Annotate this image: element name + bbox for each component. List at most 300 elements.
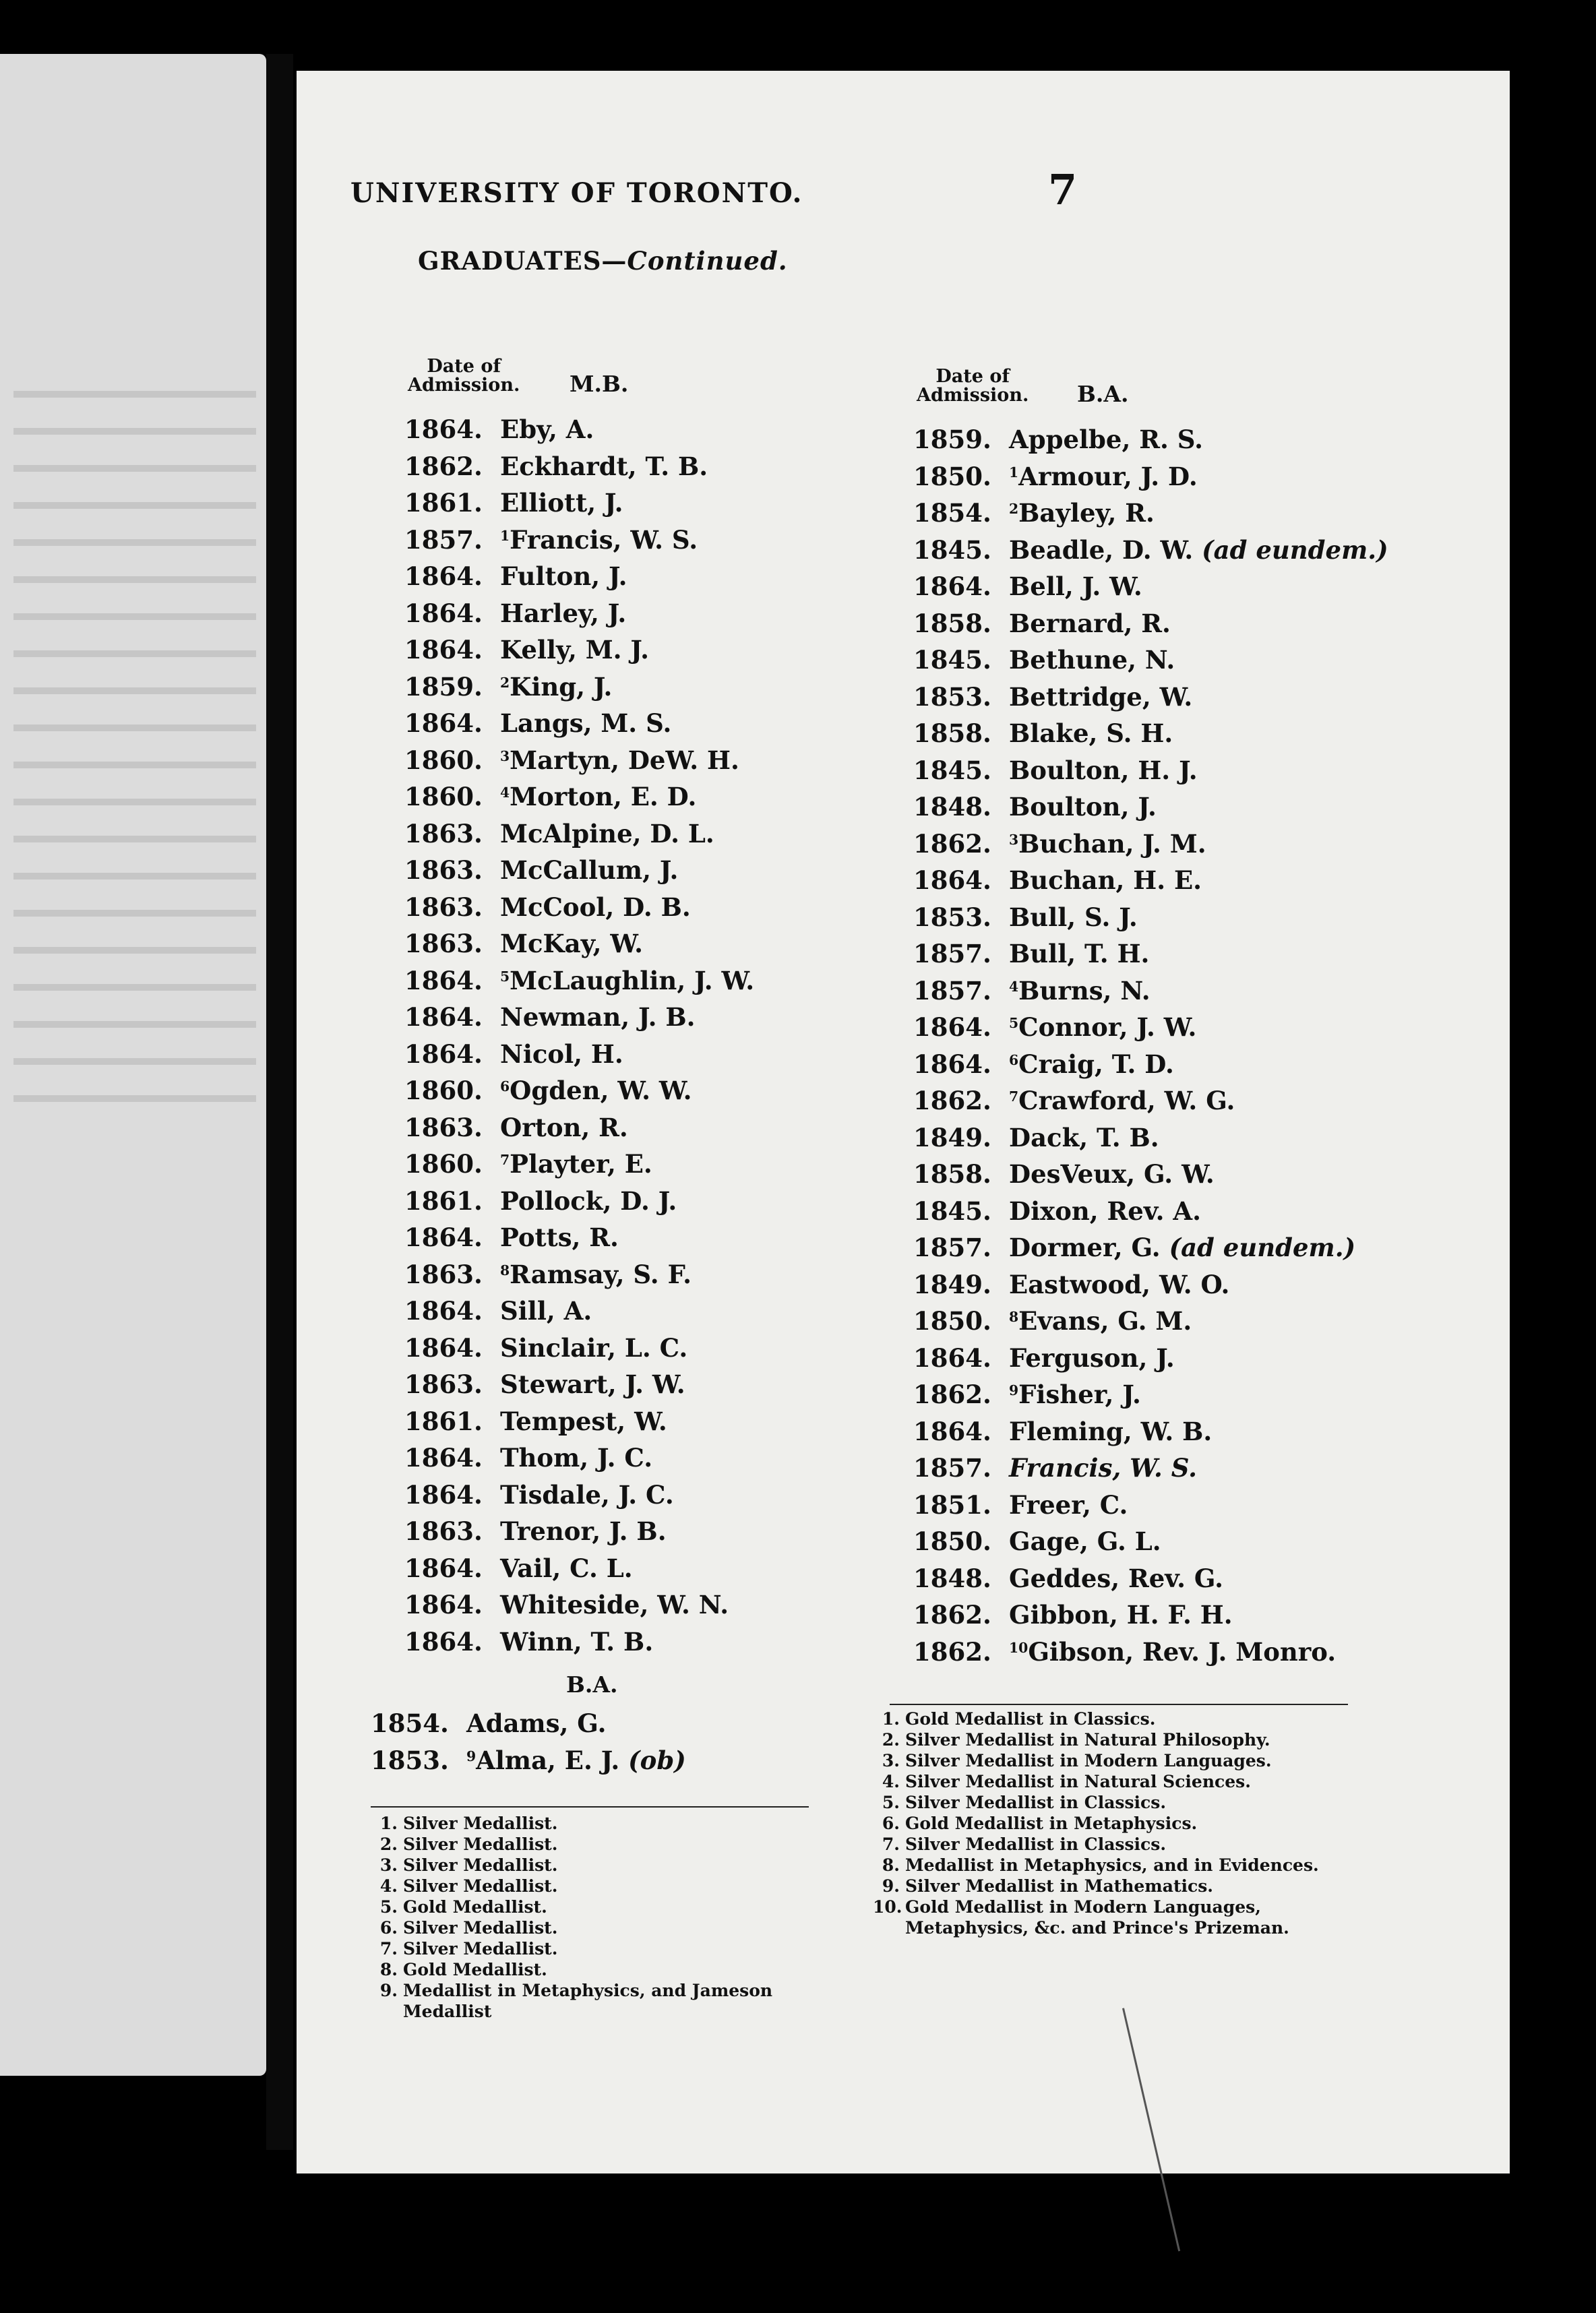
graduate-name [500, 1223, 619, 1252]
admission-year: 1859. [404, 671, 483, 702]
graduate-entry [404, 966, 754, 1003]
graduate-name-text: Buchan, J. M. [1018, 828, 1206, 859]
graduate-name-text: Bettridge, W. [1009, 681, 1193, 712]
admission-year: 1864. [404, 1626, 483, 1657]
graduate-name [1009, 1270, 1229, 1299]
running-header: UNIVERSITY OF TORONTO. [350, 177, 803, 209]
admission-year: 1845. [913, 645, 991, 675]
graduate-name-text: Ogden, W. W. [510, 1076, 692, 1105]
footnote-number: 1. [882, 1709, 900, 1729]
graduate-name-text: Playter, E. [510, 1149, 652, 1179]
facing-page-ghost-line [13, 650, 256, 657]
graduate-name [1009, 1159, 1215, 1189]
graduate-entry [913, 498, 1388, 535]
graduate-entry [913, 1086, 1388, 1123]
footnote-marker: 1 [1009, 464, 1019, 481]
graduate-entry [913, 1490, 1388, 1527]
admission-year: 1861. [404, 1406, 483, 1436]
admission-year: 1857. [404, 524, 483, 555]
admission-year: 1845. [913, 534, 991, 565]
admission-year: 1864. [913, 1416, 991, 1446]
graduate-name-text: Bell, J. W. [1009, 572, 1142, 601]
graduate-entry [913, 718, 1388, 755]
footnote [873, 1834, 1358, 1855]
left-degree-header: M.B. [570, 371, 629, 397]
graduate-name [500, 1296, 592, 1326]
graduate-name [500, 1369, 685, 1399]
graduate-name-text: Sinclair, L. C. [500, 1332, 688, 1363]
right-degree-header: B.A. [1077, 381, 1129, 407]
graduate-entry [404, 1260, 754, 1297]
admission-year: 1864. [404, 1296, 483, 1326]
graduate-name-text: Ramsay, S. F. [510, 1259, 692, 1289]
graduate-name [1009, 1196, 1201, 1226]
graduate-name-text: Dixon, Rev. A. [1009, 1196, 1201, 1226]
footnote-text: Gold Medallist. [403, 1897, 547, 1917]
admission-year: 1864. [913, 1012, 991, 1042]
facing-page-ghost-line [13, 1021, 256, 1028]
graduate-name [500, 1516, 667, 1546]
graduate-entry [404, 855, 754, 892]
graduate-entry [913, 865, 1388, 902]
footnote-number: 6. [882, 1814, 900, 1833]
graduate-name [500, 1186, 677, 1216]
footnote-marker: 7 [500, 1151, 510, 1168]
graduate-entry [404, 1369, 754, 1407]
graduate-name [1009, 645, 1175, 675]
footnote-text: Medallist in Metaphysics, and in Evidences. [905, 1855, 1319, 1875]
facing-page-ghost-line [13, 539, 256, 546]
graduate-name [1009, 1012, 1196, 1042]
footnote-text: Silver Medallist. [403, 1876, 558, 1896]
admission-year: 1850. [913, 1306, 991, 1336]
graduate-name [500, 892, 691, 922]
footnote-number: 2. [379, 1834, 398, 1854]
graduate-name-text: Buchan, H. E. [1009, 865, 1202, 895]
left-footnote-rule [371, 1806, 809, 1808]
graduate-name-text: Boulton, J. [1009, 792, 1157, 822]
facing-page-ghost-line [13, 836, 256, 842]
admission-year: 1863. [404, 1516, 483, 1546]
graduate-name [500, 488, 623, 518]
footnote-number: 4. [882, 1772, 900, 1791]
facing-page-ghost-line [13, 762, 256, 768]
footnote-marker: 6 [1009, 1051, 1019, 1068]
admission-year: 1864. [404, 708, 483, 738]
footnote-text: Gold Medallist. [403, 1960, 547, 1979]
graduate-name-text: Newman, J. B. [500, 1002, 696, 1032]
admission-year: 1863. [404, 1112, 483, 1142]
footnote-text: Silver Medallist. [403, 1814, 558, 1833]
graduate-name-text: Francis, W. S. [1009, 1453, 1197, 1483]
graduate-name [1009, 902, 1138, 932]
admission-year: 1862. [913, 1600, 991, 1630]
graduate-name [1009, 572, 1142, 601]
facing-page-ghost-line [13, 1095, 256, 1102]
admission-year: 1864. [404, 1590, 483, 1620]
graduate-entry [404, 1333, 754, 1370]
graduate-entry [913, 1600, 1388, 1637]
footnote-marker: 5 [500, 968, 510, 985]
graduate-name [1009, 1564, 1223, 1593]
graduate-name [1009, 1526, 1161, 1556]
footnote-text: Silver Medallist in Classics. [905, 1793, 1167, 1812]
footnote-text: Silver Medallist. [403, 1939, 558, 1959]
footnote [371, 1938, 829, 1959]
left-date-header-line2: Admission. [408, 375, 520, 396]
admission-year: 1862. [913, 1086, 991, 1115]
graduate-name-text: Fleming, W. B. [1009, 1416, 1213, 1446]
graduate-entry [371, 1708, 686, 1746]
admission-year: 1864. [404, 1443, 483, 1473]
facing-page-ghost-line [13, 910, 256, 917]
graduate-entry [404, 1296, 754, 1333]
graduate-name-text: Dack, T. B. [1009, 1122, 1159, 1152]
facing-page-ghost-line [13, 576, 256, 583]
graduate-entry [913, 792, 1388, 829]
graduate-entry [913, 462, 1388, 499]
graduate-name [500, 1443, 652, 1473]
admission-year: 1864. [913, 1343, 991, 1373]
left-sub-entry-list [371, 1708, 686, 1782]
graduate-entry [404, 1553, 754, 1591]
graduate-name [500, 1407, 667, 1436]
graduate-entry [404, 1039, 754, 1076]
graduate-name-text: King, J. [510, 671, 613, 702]
graduate-name-text: Connor, J. W. [1018, 1012, 1197, 1042]
admission-year: 1858. [913, 608, 991, 638]
admission-year: 1862. [913, 828, 991, 859]
graduate-entry [404, 1113, 754, 1150]
graduate-name [500, 929, 643, 958]
admission-year: 1862. [913, 1636, 991, 1667]
graduate-name-text: McLaughlin, J. W. [510, 965, 755, 995]
graduate-name-text: Fulton, J. [500, 561, 627, 591]
graduate-entry [913, 1123, 1388, 1160]
graduate-name-text: Bethune, N. [1009, 645, 1175, 675]
footnote-number: 6. [379, 1918, 398, 1938]
graduate-entry [404, 598, 754, 636]
graduate-name [500, 1553, 633, 1583]
admission-year: 1860. [404, 745, 483, 775]
graduate-name-text: Beadle, D. W. [1009, 534, 1202, 565]
graduate-name-text: Elliott, J. [500, 488, 623, 518]
admission-year: 1864. [404, 1002, 483, 1032]
graduate-name [1009, 755, 1198, 785]
facing-page-ghost-line [13, 428, 256, 435]
admission-year: 1857. [913, 1233, 991, 1262]
graduate-entry [404, 1590, 754, 1627]
graduate-name-text: Orton, R. [500, 1112, 628, 1142]
graduate-name-text: McKay, W. [500, 929, 644, 958]
graduate-name [500, 672, 612, 702]
graduate-entry [913, 902, 1388, 939]
graduate-entry [913, 1526, 1388, 1564]
right-footnote-rule [890, 1704, 1348, 1705]
footnote [371, 1896, 829, 1917]
graduate-name [466, 1708, 606, 1738]
graduate-name-text: Gage, G. L. [1009, 1526, 1161, 1556]
graduate-name [500, 708, 671, 738]
footnote-marker: 6 [500, 1078, 510, 1094]
admission-year: 1850. [913, 461, 991, 491]
graduate-name [1009, 1343, 1175, 1373]
graduate-name [1009, 939, 1149, 968]
footnote-number: 9. [379, 1981, 398, 2000]
graduate-entry [913, 1417, 1388, 1454]
graduate-name-text: Blake, S. H. [1009, 718, 1173, 748]
graduate-entry [913, 976, 1388, 1013]
footnote-number: 3. [882, 1751, 900, 1770]
graduate-name-text: Evans, G. M. [1018, 1306, 1192, 1336]
admission-year: 1864. [913, 865, 991, 895]
facing-page-ghost-line [13, 687, 256, 694]
admission-year: 1860. [404, 1076, 483, 1105]
footnote-text: Silver Medallist. [403, 1918, 558, 1938]
footnote-number: 5. [379, 1897, 398, 1917]
graduate-name-text: Bayley, R. [1018, 498, 1155, 528]
admission-year: 1861. [404, 488, 483, 518]
graduate-entry [404, 929, 754, 966]
graduate-entry [404, 892, 754, 929]
facing-page-ghost-line [13, 799, 256, 805]
admission-year: 1861. [404, 1185, 483, 1216]
admission-year: 1858. [913, 1159, 991, 1189]
left-date-header [408, 357, 520, 395]
footnote-number: 10. [873, 1897, 902, 1917]
admission-year: 1849. [913, 1269, 991, 1299]
graduate-name [500, 1627, 653, 1657]
graduate-name-text: Bernard, R. [1009, 608, 1171, 638]
graduate-entry [404, 1149, 754, 1186]
right-date-header [917, 367, 1029, 405]
footnote-text: Medallist in Metaphysics, and Jameson Medallist [403, 1981, 773, 2021]
graduate-name-text: Geddes, Rev. G. [1009, 1563, 1224, 1593]
graduate-name [1009, 1600, 1233, 1630]
graduate-entry [404, 452, 754, 489]
footnote-number: 5. [882, 1793, 900, 1812]
graduate-name [1009, 865, 1202, 895]
graduate-entry [404, 488, 754, 525]
graduate-name [1009, 609, 1171, 638]
graduate-name [466, 1746, 686, 1775]
footnote-text: Gold Medallist in Classics. [905, 1709, 1156, 1729]
graduate-name [500, 819, 714, 849]
graduate-name-text: Dormer, G. [1009, 1233, 1169, 1262]
admission-year: 1854. [913, 498, 991, 528]
graduate-name [1009, 792, 1157, 822]
footnote-number: 1. [379, 1814, 398, 1833]
footnote-marker: 5 [1009, 1014, 1019, 1031]
graduate-name [1009, 1490, 1128, 1520]
footnote-text: Gold Medallist in Metaphysics. [905, 1814, 1198, 1833]
graduate-name [1009, 1637, 1336, 1667]
admission-year: 1864. [404, 1039, 483, 1069]
graduate-entry [404, 1516, 754, 1553]
graduate-entry [404, 708, 754, 745]
admission-year: 1864. [404, 1223, 483, 1252]
graduate-entry [913, 645, 1388, 682]
admission-year: 1863. [404, 855, 483, 885]
graduate-entry [371, 1746, 686, 1783]
section-title [418, 246, 788, 276]
graduate-name [1009, 1233, 1355, 1262]
footnote-text: Silver Medallist in Modern Languages. [905, 1751, 1272, 1770]
footnote [371, 1917, 829, 1938]
section-title-continued: Continued. [627, 246, 788, 276]
footnote-number: 8. [379, 1960, 398, 1979]
graduate-entry [913, 1306, 1388, 1343]
graduate-name [500, 1149, 652, 1179]
admission-year: 1864. [404, 1479, 483, 1510]
footnote [873, 1855, 1358, 1876]
graduate-name-text: Fisher, J. [1018, 1380, 1141, 1409]
admission-year: 1862. [913, 1380, 991, 1409]
graduate-name [500, 414, 594, 444]
graduate-name-text: McCallum, J. [500, 855, 679, 885]
graduate-entry [913, 1637, 1388, 1674]
graduate-name-text: McAlpine, D. L. [500, 818, 714, 849]
graduate-name-text: Martyn, DeW. H. [510, 745, 739, 775]
graduate-entry [404, 1223, 754, 1260]
graduate-name [1009, 1049, 1174, 1079]
footnote-number: 3. [379, 1855, 398, 1875]
admission-year: 1857. [913, 975, 991, 1006]
graduate-name-text: Vail, C. L. [500, 1553, 633, 1583]
book-gutter [266, 54, 293, 2150]
admission-year: 1863. [404, 929, 483, 958]
admission-year: 1851. [913, 1489, 991, 1520]
graduate-name [500, 1333, 687, 1363]
graduate-name-text: Adams, G. [466, 1708, 607, 1738]
graduate-name-text: Alma, E. J. [476, 1745, 629, 1775]
footnote [873, 1876, 1358, 1896]
graduate-entry [913, 1159, 1388, 1196]
graduate-name-text: Thom, J. C. [500, 1443, 653, 1473]
admission-year: 1857. [913, 1453, 991, 1483]
left-entry-list [404, 414, 754, 1663]
admission-year: 1845. [913, 755, 991, 785]
facing-page-ghost-line [13, 613, 256, 620]
graduate-name [500, 1260, 692, 1289]
graduate-entry [913, 572, 1388, 609]
graduate-name-text: Potts, R. [500, 1223, 619, 1252]
graduate-entry [913, 1343, 1388, 1380]
graduate-name [1009, 1123, 1159, 1152]
graduate-name [1009, 462, 1198, 491]
footnote-marker: 2 [500, 674, 510, 691]
graduate-name-text: Freer, C. [1009, 1489, 1128, 1520]
admission-year: 1860. [404, 782, 483, 811]
graduate-entry [913, 755, 1388, 793]
footnote-marker: 2 [1009, 500, 1019, 517]
graduate-name [500, 1113, 628, 1142]
admission-year: 1858. [913, 718, 991, 748]
graduate-name-text: Tempest, W. [500, 1406, 667, 1436]
admission-year: 1864. [913, 572, 991, 601]
graduate-name-text: Stewart, J. W. [500, 1369, 685, 1399]
footnote-marker: 4 [1009, 978, 1019, 995]
graduate-name [500, 1002, 696, 1032]
footnote-number: 4. [379, 1876, 398, 1896]
graduate-entry [404, 1076, 754, 1113]
admission-year: 1864. [404, 561, 483, 591]
footnote [371, 1959, 829, 1980]
footnote [371, 1834, 829, 1855]
admission-year: 1864. [404, 1332, 483, 1363]
admission-year: 1859. [913, 425, 991, 454]
facing-page-ghost-line [13, 502, 256, 509]
footnote [873, 1729, 1358, 1750]
admission-year: 1863. [404, 892, 483, 922]
graduate-name-text: Nicol, H. [500, 1039, 623, 1069]
admission-year: 1848. [913, 792, 991, 822]
graduate-name [1009, 1306, 1192, 1336]
section-title-main: GRADUATES— [418, 246, 627, 276]
footnote-marker: 9 [466, 1748, 477, 1764]
admission-year: 1850. [913, 1526, 991, 1556]
footnote [873, 1771, 1358, 1792]
facing-page-ghost-line [13, 984, 256, 991]
footnote-number: 9. [882, 1876, 900, 1896]
graduate-name [500, 966, 754, 995]
footnote [371, 1980, 829, 2022]
graduate-name [1009, 976, 1150, 1006]
graduate-name-text: Francis, W. S. [510, 524, 698, 555]
graduate-name-text: Bull, T. H. [1009, 939, 1150, 968]
footnote-marker: 7 [1009, 1088, 1019, 1105]
graduate-entry [913, 1380, 1388, 1417]
graduate-name [500, 1590, 729, 1620]
graduate-name [500, 635, 649, 665]
footnote [371, 1855, 829, 1876]
admission-year: 1863. [404, 1369, 483, 1399]
graduate-name [1009, 718, 1173, 748]
facing-page-ghost-line [13, 947, 256, 954]
graduate-name [1009, 498, 1155, 528]
graduate-entry [913, 1233, 1388, 1270]
graduate-entry [913, 425, 1388, 462]
footnote-number: 8. [882, 1855, 900, 1875]
graduate-name [500, 745, 739, 775]
graduate-name-text: Harley, J. [500, 598, 627, 628]
graduate-name [500, 525, 698, 555]
footnote-marker: 3 [1009, 831, 1019, 848]
graduate-entry [913, 1270, 1388, 1307]
graduate-name-text: Eastwood, W. O. [1009, 1269, 1230, 1299]
admission-year: 1853. [913, 902, 991, 932]
right-date-header-line1: Date of [935, 366, 1010, 387]
left-sub-degree-header: B.A. [566, 1671, 618, 1698]
admission-year: 1848. [913, 1563, 991, 1593]
admission-year: 1864. [404, 1553, 483, 1583]
graduate-entry [913, 939, 1388, 976]
graduate-name [1009, 1453, 1197, 1483]
graduate-name-text: Pollock, D. J. [500, 1185, 677, 1216]
footnote-number: 7. [882, 1834, 900, 1854]
graduate-name [1009, 1417, 1212, 1446]
admission-year: 1849. [913, 1122, 991, 1152]
graduate-name [500, 452, 708, 481]
graduate-name [500, 1039, 623, 1069]
graduate-name-text: McCool, D. B. [500, 892, 691, 922]
facing-page-ghost-line [13, 873, 256, 880]
graduate-name [1009, 425, 1203, 454]
graduate-note: (ad eundem.) [1202, 534, 1388, 565]
graduate-entry [404, 635, 754, 672]
footnote [873, 1792, 1358, 1813]
right-date-header-line2: Admission. [917, 385, 1029, 406]
